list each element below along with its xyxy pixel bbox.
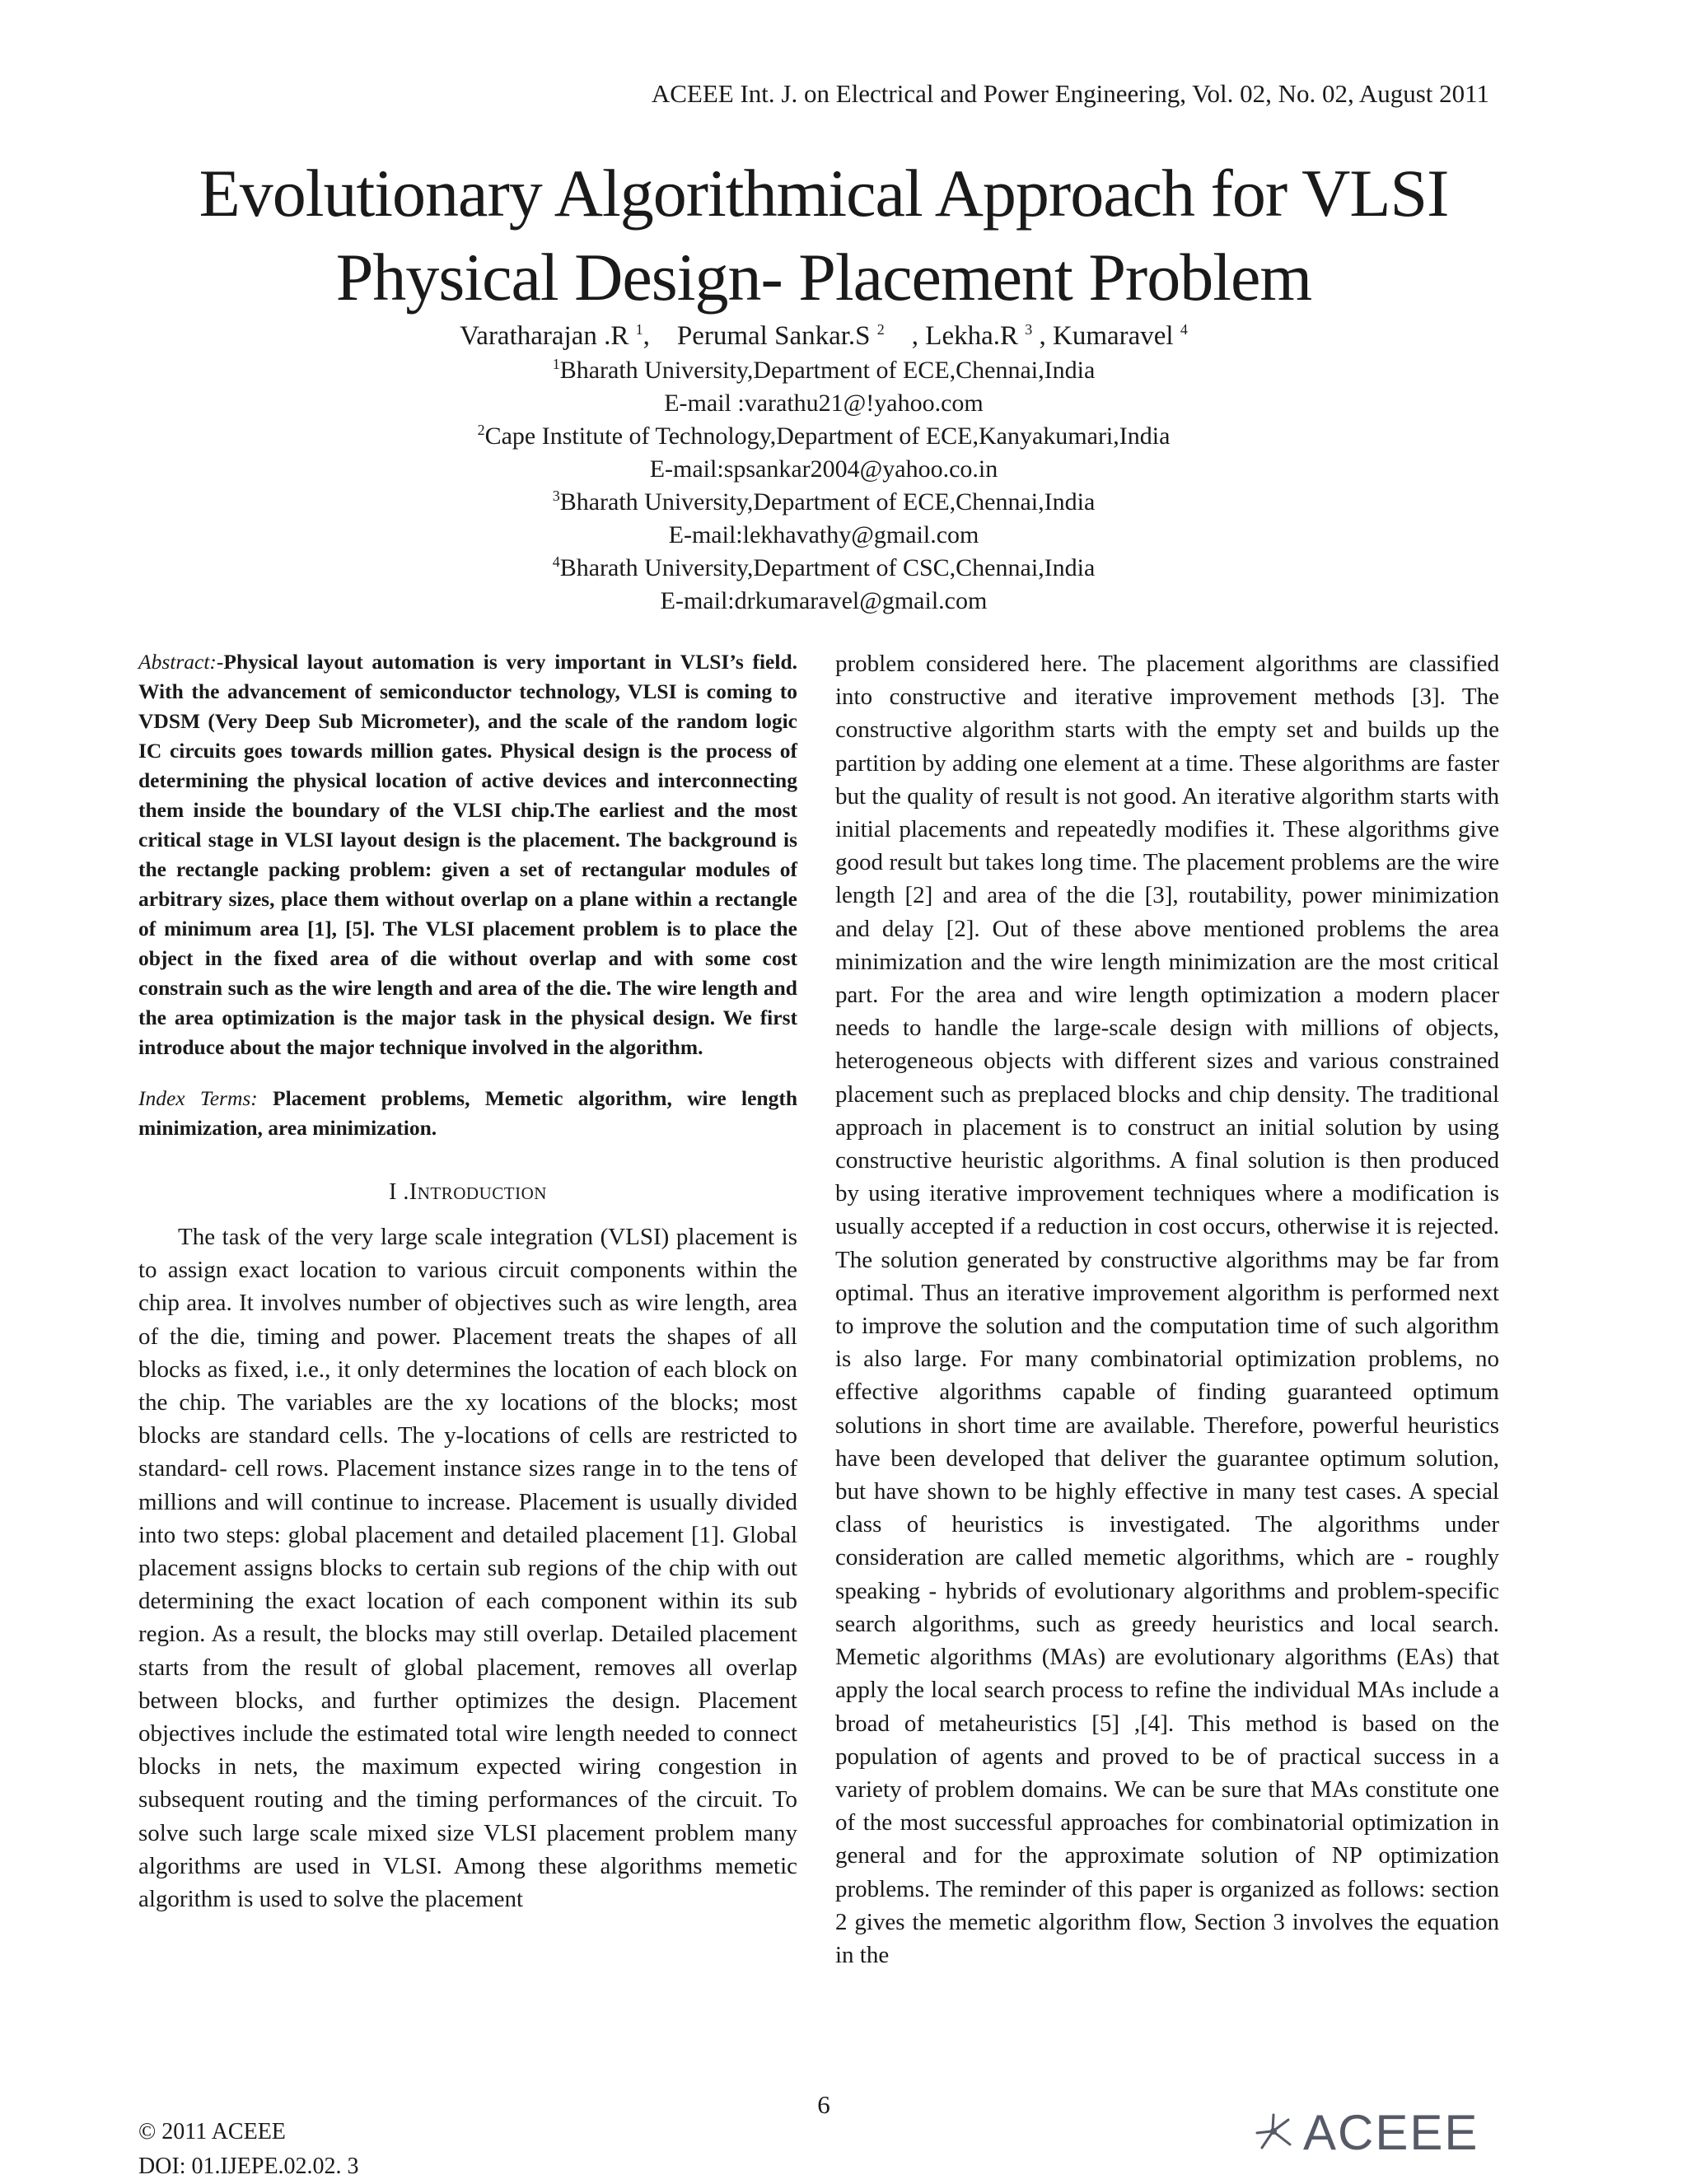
copyright: © 2011 ACEEE: [138, 2119, 286, 2144]
affiliation-sup: 3: [552, 488, 560, 504]
right-column: [835, 647, 1499, 1972]
affiliations: [124, 354, 1524, 618]
section-number: I .: [389, 1179, 409, 1205]
email-2: E-mail:spsankar2004@yahoo.co.in: [649, 455, 998, 483]
abstract-lead: Abstract:-: [138, 650, 224, 674]
affiliation-text: Bharath University,Department of ECE,Chennai,India: [559, 488, 1096, 516]
aceee-wordmark: ACEEE: [1303, 2105, 1479, 2160]
aceee-star-icon: [1250, 2108, 1297, 2158]
affiliation-sup: 2: [477, 422, 485, 438]
author-4: , Kumaravel: [1039, 321, 1174, 351]
footer-info: [138, 2115, 359, 2184]
affiliation-3: [124, 486, 1524, 519]
index-terms: [138, 1084, 797, 1143]
page-number: 6: [817, 2090, 830, 2119]
section-first-letter: I: [409, 1179, 418, 1205]
section-heading-introduction: [138, 1179, 797, 1206]
running-head: ACEEE Int. J. on Electrical and Power Engineering, Vol. 02, No. 02, August 2011: [651, 79, 1489, 108]
intro-paragraph-right: problem considered here. The placement algorithms are classified into constructive and iterative improvement methods [3]. The constructive algorithm starts with the empty set and builds up the partition by adding one element at a time. These algorithms are faster but the quality of result is not good. An iterative algorithm starts with initial placements and repeatedly modifies it. These algorithms give good result but takes long time. The placement problems are the wire length [2] and area of the die [3], routability, power minimization and delay [2]. Out of these above mentioned problems the area minimization and the wire length minimization are the most critical part. For the area and wire length optimization a modern placer needs to handle the large-scale design with millions of objects, heterogeneous objects with different sizes and various constrained placement such as preplaced blocks and chip density. The traditional approach in placement is to construct an initial solution by using constructive heuristic algorithms. A final solution is then produced by using iterative improvement techniques where a modification is usually accepted if a reduction in cost occurs, otherwise it is rejected. The solution generated by constructive algorithms may be far from optimal. Thus an iterative improvement algorithm is performed next to improve the solution and the computation time of such algorithm is also large. For many combinatorial optimization problems, no effective algorithms capable of finding guaranteed optimum solutions in short time are available. Therefore, powerful heuristics have been developed that deliver the guarantee optimum solution, but have shown to be highly effective in many test cases. A special class of heuristics is investigated. The algorithms under consideration are called memetic algorithms, which are - roughly speaking - hybrids of evolutionary algorithms and problem-specific search algorithms, such as greedy heuristics and local search. Memetic algorithms (MAs) are evolutionary algorithms (EAs) that apply the local search process to refine the individual MAs include a broad of metaheuristics [5] ,[4]. This method is based on the population of agents and proved to be of practical success in a variety of problem domains. We can be sure that MAs constitute one of the most successful approaches for combinatorial optimization in general and for the approximate solution of NP optimization problems. The reminder of this paper is organized as follows: section 2 gives the memetic algorithm flow, Section 3 involves the equation in the: [835, 651, 1499, 1968]
left-column: [138, 647, 797, 1916]
affiliation-text: Cape Institute of Technology,Department of ECE,Kanyakumari,India: [484, 422, 1171, 450]
author-1: Varatharajan .R: [460, 321, 629, 351]
email-4: E-mail:drkumaravel@gmail.com: [660, 587, 988, 614]
affiliation-text: Bharath University,Department of CSC,Chennai,India: [559, 554, 1096, 581]
author-1-sup: 1: [635, 321, 643, 338]
section-title-rest: NTRODUCTION: [417, 1183, 547, 1203]
aceee-logo: [1250, 2107, 1498, 2159]
author-3-sup: 3: [1025, 321, 1033, 338]
title-line-2: Physical Design- Placement Problem: [335, 240, 1312, 315]
affiliation-sup: 4: [552, 553, 560, 570]
author-sep: ,: [643, 321, 650, 351]
author-2-sup: 2: [876, 321, 885, 338]
abstract: [138, 647, 797, 1062]
intro-paragraph-left: The task of the very large scale integration (VLSI) placement is to assign exact location to various circuit components within the chip area. It involves number of objectives such as wire length, area of the die, timing and power. Placement treats the shapes of all blocks as fixed, i.e., it only determines the location of each block on the chip. The variables are the xy locations of the blocks; most blocks are standard cells. The y-locations of cells are restricted to standard- cell rows. Placement instance sizes range in to the tens of millions and will continue to increase. Placement is usually divided into two steps: global placement and detailed placement [1]. Global placement assigns blocks to certain sub regions of the chip with out determining the exact location of each component within its sub region. As a result, the blocks may still overlap. Detailed placement starts from the result of global placement, removes all overlap between blocks, and further optimizes the design. Placement objectives include the estimated total wire length needed to connect blocks in nets, the maximum expected wiring congestion in subsequent routing and the timing performances of the circuit. To solve such large scale mixed size VLSI placement problem many algorithms are used in VLSI. Among these algorithms memetic algorithm is used to solve the placement: [138, 1224, 797, 1913]
doi: DOI: 01.IJEPE.02.02. 3: [138, 2154, 359, 2179]
index-terms-text: Placement problems, Memetic algorithm, wire length minimization, area minimization.: [138, 1086, 798, 1140]
title-line-1: Evolutionary Algorithmical Approach for VLSI: [199, 156, 1449, 231]
author-4-sup: 4: [1180, 321, 1188, 338]
email-3: E-mail:lekhavathy@gmail.com: [668, 521, 979, 548]
author-list: [124, 320, 1524, 352]
affiliation-text: Bharath University,Department of ECE,Chennai,India: [559, 357, 1096, 384]
affiliation-4: [124, 552, 1524, 585]
index-terms-lead: Index Terms:: [138, 1086, 258, 1110]
email-1: E-mail :varathu21@!yahoo.com: [664, 390, 984, 417]
author-3: , Lekha.R: [911, 321, 1018, 351]
affiliation-2: [124, 420, 1524, 453]
paper-title: [124, 152, 1524, 320]
author-2: Perumal Sankar.S: [676, 321, 871, 351]
abstract-text: Physical layout automation is very important in VLSI’s field. With the advancement of semiconductor technology, VLSI is coming to VDSM (Very Deep Sub Micrometer), and the scale of the random logic IC circuits goes towards million gates. Physical design is the process of determining the physical location of active devices and interconnecting them inside the boundary of the VLSI chip.The earliest and the most critical stage in VLSI layout design is the placement. The background is the rectangle packing problem: given a set of rectangular modules of arbitrary sizes, place them without overlap on a plane within a rectangle of minimum area [1], [5]. The VLSI placement problem is to place the object in the fixed area of die without overlap and with some cost constrain such as the wire length and area of the die. The wire length and the area optimization is the major task in the physical design. We first introduce about the major technique involved in the algorithm.: [138, 650, 797, 1059]
affiliation-1: [124, 354, 1524, 387]
affiliation-sup: 1: [552, 356, 560, 372]
